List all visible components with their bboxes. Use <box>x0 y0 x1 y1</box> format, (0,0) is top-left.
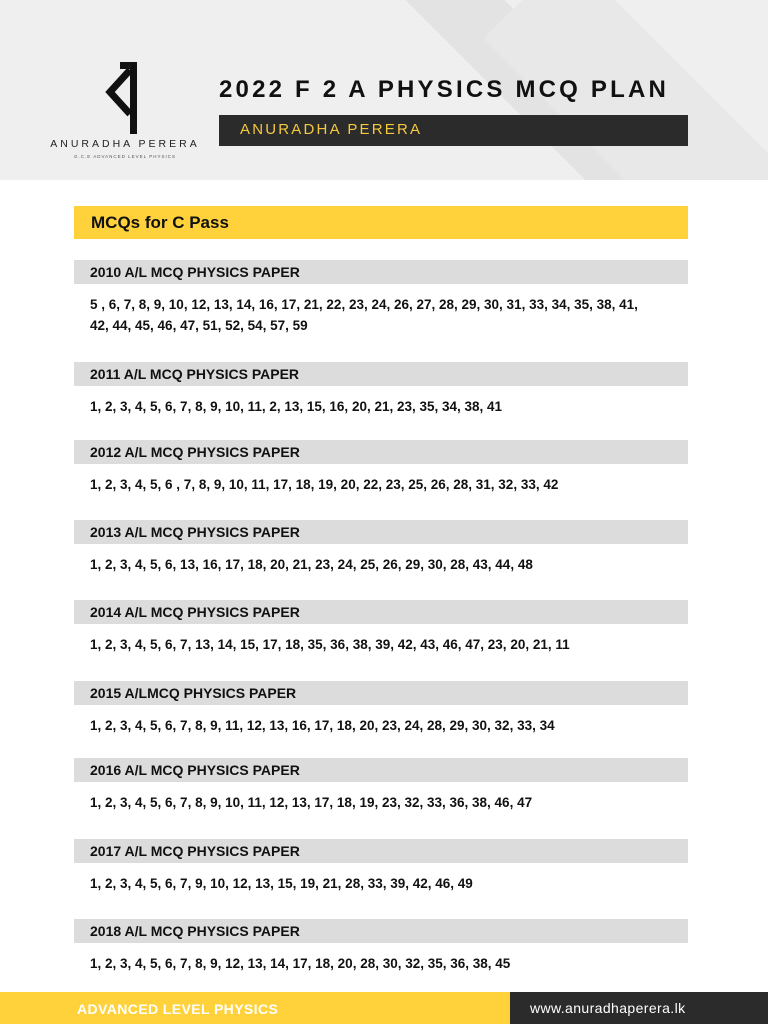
author-bar <box>219 115 688 146</box>
author-name: ANURADHA PERERA <box>240 121 423 138</box>
question-list: 1, 2, 3, 4, 5, 6 , 7, 8, 9, 10, 11, 17, 18, 19, 20, 22, 23, 25, 26, 28, 31, 32, 33, 42 <box>90 477 559 492</box>
logo-mark-icon <box>100 62 152 136</box>
section-header <box>74 206 688 239</box>
paper-block <box>74 362 688 417</box>
footer-website-link[interactable]: www.anuradhaperera.lk <box>530 1000 686 1016</box>
page-title: 2022 F 2 A PHYSICS MCQ PLAN <box>219 76 670 103</box>
paper-block <box>74 260 688 336</box>
paper-block <box>74 758 688 813</box>
paper-block <box>74 839 688 894</box>
paper-header <box>74 362 688 386</box>
paper-block <box>74 681 688 736</box>
paper-title: 2013 A/L MCQ PHYSICS PAPER <box>90 524 300 540</box>
paper-title: 2014 A/L MCQ PHYSICS PAPER <box>90 604 300 620</box>
paper-header <box>74 440 688 464</box>
paper-block <box>74 600 688 655</box>
paper-title: 2011 A/L MCQ PHYSICS PAPER <box>90 366 300 382</box>
logo-name: ANURADHA PERERA <box>50 138 200 150</box>
logo <box>42 62 208 172</box>
paper-header <box>74 919 688 943</box>
question-list: 1, 2, 3, 4, 5, 6, 7, 8, 9, 12, 13, 14, 17, 18, 20, 28, 30, 32, 35, 36, 38, 45 <box>90 956 511 971</box>
section-title: MCQs for C Pass <box>91 213 229 232</box>
question-list: 1, 2, 3, 4, 5, 6, 7, 13, 14, 15, 17, 18, 35, 36, 38, 39, 42, 43, 46, 47, 23, 20, 21, 11 <box>90 637 570 652</box>
paper-block <box>74 919 688 974</box>
question-list: 1, 2, 3, 4, 5, 6, 7, 9, 10, 12, 13, 15, 19, 21, 28, 33, 39, 42, 46, 49 <box>90 876 473 891</box>
footer-subject: ADVANCED LEVEL PHYSICS <box>77 1001 279 1017</box>
logo-subtitle: G.C.E ADVANCED LEVEL PHYSICS <box>73 154 177 159</box>
paper-title: 2015 A/LMCQ PHYSICS PAPER <box>90 685 297 701</box>
paper-title: 2018 A/L MCQ PHYSICS PAPER <box>90 923 300 939</box>
footer-subject-bar <box>0 992 510 1024</box>
paper-header <box>74 600 688 624</box>
question-list: 1, 2, 3, 4, 5, 6, 13, 16, 17, 18, 20, 21, 23, 24, 25, 26, 29, 30, 28, 43, 44, 48 <box>90 557 533 572</box>
paper-header <box>74 839 688 863</box>
footer-website-bar <box>510 992 768 1024</box>
paper-header <box>74 520 688 544</box>
question-list: 1, 2, 3, 4, 5, 6, 7, 8, 9, 11, 12, 13, 16, 17, 18, 20, 23, 24, 28, 29, 30, 32, 33, 34 <box>90 718 555 733</box>
page-header <box>0 0 768 180</box>
paper-title: 2012 A/L MCQ PHYSICS PAPER <box>90 444 300 460</box>
paper-title: 2010 A/L MCQ PHYSICS PAPER <box>90 264 300 280</box>
paper-header <box>74 758 688 782</box>
paper-header <box>74 260 688 284</box>
question-list: 1, 2, 3, 4, 5, 6, 7, 8, 9, 10, 11, 12, 13, 17, 18, 19, 23, 32, 33, 36, 38, 46, 47 <box>90 795 533 810</box>
paper-header <box>74 681 688 705</box>
page-footer <box>0 992 768 1024</box>
paper-block <box>74 440 688 495</box>
question-list: 5 , 6, 7, 8, 9, 10, 12, 13, 14, 16, 17, 21, 22, 23, 24, 26, 27, 28, 29, 30, 31, 33, 34, 35, 38, 41, 42, 44, 45, 46, 47, 51, 52, 54, 57, 59 <box>90 297 638 333</box>
question-list: 1, 2, 3, 4, 5, 6, 7, 8, 9, 10, 11, 2, 13, 15, 16, 20, 21, 23, 35, 34, 38, 41 <box>90 399 503 414</box>
paper-title: 2017 A/L MCQ PHYSICS PAPER <box>90 843 300 859</box>
paper-title: 2016 A/L MCQ PHYSICS PAPER <box>90 762 300 778</box>
paper-block <box>74 520 688 575</box>
